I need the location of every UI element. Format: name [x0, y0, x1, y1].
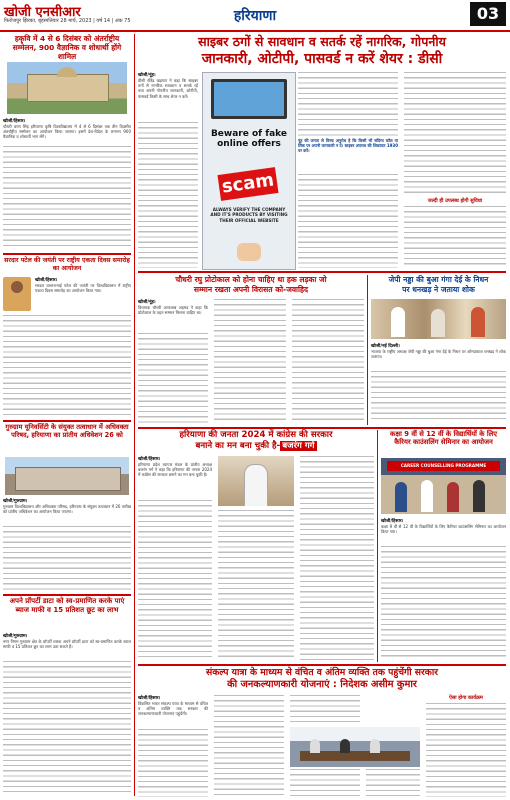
article-body-text — [298, 174, 398, 268]
article-byline: खोजी/हिसार। — [35, 278, 58, 283]
article-headline-line1: जेपी नड्डा की बुआ गंगा देई के निधन — [388, 275, 489, 284]
article-headline: हकृवि में 4 से 6 दिसंबर को अंतर्राष्ट्रीय सम्मेलन, 900 वैज्ञानिक व शोधार्थी होंगे शामिल — [12, 34, 122, 61]
article-body-text — [404, 206, 506, 268]
divider — [138, 664, 506, 666]
laptop-icon — [211, 79, 287, 119]
article-lead: डीसी धीरेंद्र खड़गटा ने कहा कि साइबर ठगों से नागरिक सावधान व सतर्क रहें तथा अपनी गोपनीय जानकारी, ओटीपी, पासवर्ड किसी के साथ शेयर न करें। — [138, 78, 198, 99]
article-photo — [290, 727, 420, 767]
divider — [138, 271, 506, 273]
main-headline-line1: साइबर ठगों से सावधान व सतर्क रहें नागरिक, गोपनीय — [198, 34, 446, 49]
article-body-text — [290, 695, 360, 725]
scam-caption-sub: ALWAYS VERIFY THE COMPANY AND IT'S PRODUCTS BY VISITING THEIR OFFICIAL WEBSITE — [210, 207, 288, 223]
article-byline: खोजी/हिसार। — [138, 457, 161, 462]
sub-headline: ऐसा होगा कार्यक्रम — [449, 695, 483, 701]
article-photo — [381, 458, 506, 514]
divider — [138, 427, 506, 429]
article-left-mid — [3, 257, 131, 419]
page-number: 03 — [470, 2, 506, 26]
article-body-text — [3, 315, 131, 417]
article-byline: खोजी/हिसार। — [138, 696, 161, 701]
portrait-head — [11, 281, 23, 293]
masthead — [0, 0, 510, 32]
laptop-screen — [214, 82, 284, 116]
scam-warning-image — [202, 72, 296, 270]
article-headline: कक्षा 9 वीं से 12 वीं के विद्यार्थियों के लिए कैरियर काउंसलिंग सेमिनार का आयोजन — [390, 430, 497, 447]
portrait-photo — [3, 277, 31, 311]
article-byline: खोजी/नूंह। — [138, 300, 156, 305]
scam-caption-big: Beware of fake online offers — [210, 129, 288, 149]
person-figure — [370, 739, 380, 753]
divider — [3, 420, 131, 422]
person-figure — [447, 482, 459, 512]
person-figure — [310, 739, 320, 753]
person-figure — [421, 480, 433, 512]
person-figure — [395, 482, 407, 512]
divider — [3, 594, 131, 596]
article-byline: खोजी/हिसार। — [381, 519, 404, 524]
article-body-text — [3, 661, 131, 795]
article-headline-line2: की जनकल्याणकारी योजनाएं : निदेशक असीम कुमार — [227, 679, 417, 690]
person-figure — [340, 739, 350, 753]
person-figure — [391, 307, 405, 337]
article-body-text — [138, 729, 208, 797]
article-body-text — [138, 333, 208, 423]
main-article — [138, 34, 506, 270]
headline-highlight: बजरंग गर्ग — [282, 441, 315, 451]
article-bottom — [138, 667, 506, 798]
article-lead: नगर निगम गुरुग्राम क्षेत्र के प्रॉपर्टी धारक अपने प्रॉपर्टी डाटा को स्व-प्रमाणित करके ब्याज माफी व 15 प्रतिशत छूट का लाभ उठा सकते हैं। — [3, 639, 131, 650]
main-headline-line2: जानकारी, ओटीपी, पासवर्ड न करें शेयर : डीसी — [201, 51, 443, 67]
article-body-text — [138, 500, 212, 660]
article-body-text — [292, 299, 364, 423]
article-left-bottom — [3, 423, 131, 593]
section-title: हरियाणा — [233, 8, 277, 24]
article-center-mid — [138, 275, 364, 425]
building-shape — [27, 74, 109, 102]
person-figure — [244, 464, 268, 506]
article-headline: अपने प्रॉपर्टी डाटा को स्व-प्रमाणित करके पाएं ब्याज माफी व 15 प्रतिशत छूट का लाभ — [9, 597, 125, 614]
article-body-text — [298, 72, 398, 136]
article-headline-line1: हरियाणा की जनता 2024 में कांग्रेस की सरकार — [179, 430, 333, 440]
callout-box: नूंह की जनता से विनम्र अनुरोध है कि किसी भी संदिग्ध कॉल या लिंक पर अपनी जानकारी न दें। साइबर अपराध की शिकायत 1930 पर करें। — [298, 138, 398, 154]
person-figure — [431, 309, 445, 337]
column-divider — [134, 34, 135, 796]
article-left-top — [3, 34, 131, 252]
article-photo — [7, 62, 127, 114]
article-byline: खोजी/नई दिल्ली। — [371, 344, 400, 349]
article-headline-line2 — [138, 441, 374, 452]
person-figure — [471, 307, 485, 337]
article-headline-line2: पर धनखड़ ने जताया शोक — [402, 285, 475, 294]
article-photo — [5, 457, 129, 495]
article-lead: विकसित भारत संकल्प यात्रा के माध्यम से वंचित व अंतिम व्यक्ति तक सरकार की जनकल्याणकारी योजनाएं पहुंचेंगी। — [138, 701, 208, 717]
hand-cursor-icon — [237, 243, 261, 261]
article-headline: गुरुग्राम यूनिवर्सिटी के संयुक्त तत्वाधान में अधिवक्ता परिषद, हरियाणा का प्रांतीय अधिवेशन 26 को — [5, 423, 129, 440]
article-career — [381, 430, 506, 662]
headline-text: बनाने का मन बना चुकी है- — [195, 441, 281, 451]
article-body-text — [3, 526, 131, 592]
article-lead: भाजपा के राष्ट्रीय अध्यक्ष जेपी नड्डा की बुआ गंगा देई के निधन पर ओमप्रकाश धनखड़ ने शोक जताया। — [371, 349, 506, 360]
article-body-text — [3, 146, 131, 250]
side-headline: जल्दी ही उपलब्ध होगी सुविधा — [427, 198, 483, 204]
building-shape — [15, 467, 121, 491]
article-byline: खोजी/नूंह। — [138, 73, 156, 78]
divider — [3, 253, 131, 255]
column-divider — [367, 275, 368, 425]
article-body-text — [366, 769, 420, 797]
article-photo — [218, 456, 294, 506]
article-body-text — [404, 72, 506, 196]
article-right-mid — [371, 275, 506, 425]
article-body-text — [218, 510, 294, 660]
article-headline: सरदार पटेल की जयंती पर राष्ट्रीय एकता दिवस समारोह का आयोजन — [4, 257, 130, 272]
scam-stamp: scam — [217, 167, 278, 201]
article-left-bottom2 — [3, 597, 131, 797]
article-lead: सरदार वल्लभभाई पटेल की जयंती पर विश्वविद्यालय में राष्ट्रीय एकता दिवस समारोह का आयोजन किया गया। — [35, 283, 131, 294]
article-byline: खोजी/हिसार। — [3, 119, 26, 124]
article-body-text — [426, 703, 506, 797]
article-body-text — [138, 122, 198, 268]
article-byline: खोजी/गुरुग्राम। — [3, 634, 28, 639]
article-body-text — [290, 769, 360, 797]
article-lead: गुरुग्राम विश्वविद्यालय और अधिवक्ता परिषद, हरियाणा के संयुक्त तत्वाधान में 26 तारीख को प्रांतीय अधिवेशन का आयोजन किया जाएगा। — [3, 504, 131, 515]
article-byline: खोजी/गुरुग्राम। — [3, 499, 28, 504]
column-divider — [377, 430, 378, 662]
dateline: फिरोजपुर झिरका, बृहस्पतिवार 28 मार्च, 2023 | वर्ष 14 | अंक 75 — [4, 18, 131, 24]
article-headline-line2: सम्मान रखता अपनी विरासत को-जवाहिद — [193, 285, 309, 294]
article-body-text — [371, 371, 506, 423]
article-body-text — [214, 695, 284, 797]
article-body-text — [214, 299, 286, 423]
newspaper-brand: खोजी एनसीआर — [4, 5, 81, 20]
article-lead: कक्षा 9 वीं से 12 वीं के विद्यार्थियों के लिए कैरियर काउंसलिंग सेमिनार का आयोजन किया गया। — [381, 524, 506, 535]
seminar-banner: CAREER COUNSELLING PROGRAMME — [387, 461, 500, 471]
article-headline-line1: चौधरी रघु प्रोटोकाल को होना चाहिए था हक लड़का जो — [175, 275, 327, 284]
article-lead: हरियाणा प्रदेश व्यापार मंडल के प्रांतीय अध्यक्ष बजरंग गर्ग ने कहा कि हरियाणा की जनता 2024 में कांग्रेस की सरकार बनाने का मन बना चुकी है। — [138, 462, 212, 478]
article-lead: चौधरी चरण सिंह हरियाणा कृषि विश्वविद्यालय में 4 से 6 दिसंबर तक तीन दिवसीय अंतर्राष्ट्रीय सम्मेलन का आयोजन किया जाएगा। इसमें देश-विदेश के लगभग 900 वैज्ञानिक व शोधार्थी भाग लेंगे। — [3, 124, 131, 140]
article-body-text — [381, 546, 506, 660]
article-photo — [371, 299, 506, 339]
building-dome — [57, 67, 77, 77]
article-headline-line1: संकल्प यात्रा के माध्यम से वंचित व अंतिम व्यक्ति तक पहुंचेंगी सरकार — [206, 667, 438, 678]
article-congress — [138, 430, 374, 662]
article-body-text — [300, 456, 374, 660]
article-lead: विधायक चौधरी आफताब अहमद ने कहा कि प्रोटोकाल के तहत सम्मान मिलना चाहिए था। — [138, 305, 208, 316]
person-figure — [473, 480, 485, 512]
